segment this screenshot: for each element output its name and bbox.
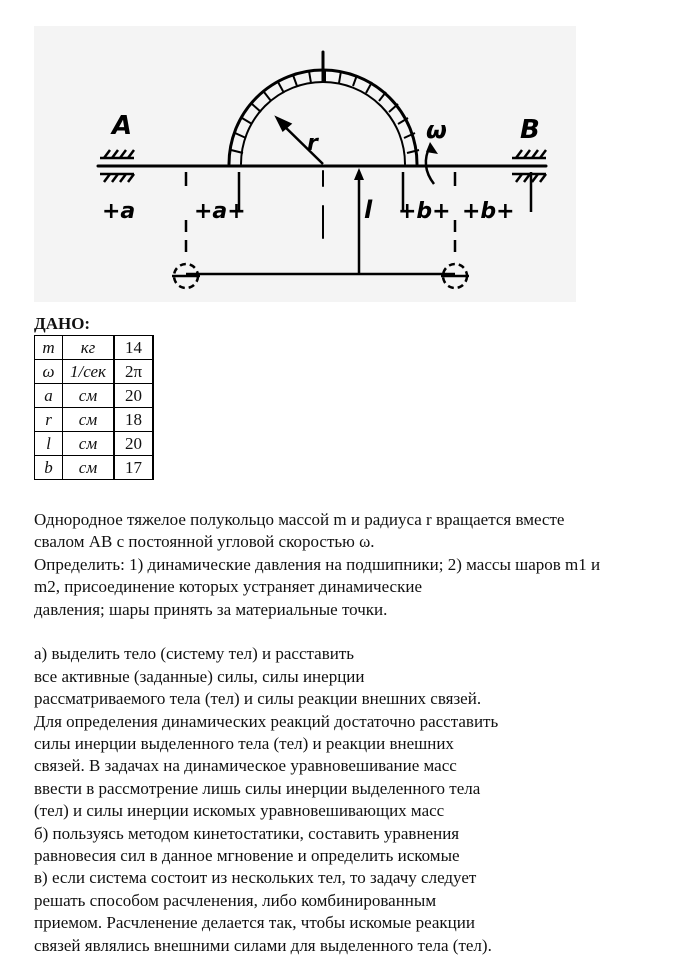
given-value: 14: [114, 336, 153, 360]
method-line: связей являлись внешними силами для выделенного тела (тел).: [34, 935, 492, 955]
dim-label-l: l: [364, 196, 373, 224]
given-row: [35, 432, 154, 456]
label-b: B: [520, 115, 540, 145]
figure-background: [34, 26, 576, 302]
method-line: все активные (заданные) силы, силы инерции: [34, 666, 365, 686]
method-line: силы инерции выделенного тела (тел) и реакции внешних: [34, 734, 454, 754]
given-row: [35, 408, 154, 432]
paragraph-gap: [34, 621, 664, 643]
given-row: [35, 456, 154, 480]
label-omega: ω: [426, 116, 447, 144]
method-line: в) если система состоит из нескольких тел, то задачу следует: [34, 868, 477, 888]
given-row: [35, 336, 154, 360]
method-line: б) пользуясь методом кинетостатики, составить уравнения: [34, 823, 460, 843]
statement-line: Однородное тяжелое полукольцо массой m и радиуса r вращается вместе: [34, 510, 565, 529]
given-row: [35, 384, 154, 408]
method-line: связей. В задачах на динамическое уравновешивание масс: [34, 756, 457, 776]
mechanism-diagram: [34, 26, 576, 302]
given-symbol: a: [35, 384, 63, 408]
method-line: (тел) и силы инерции искомых уравновешивающих масс: [34, 801, 445, 821]
method-line: а) выделить тело (систему тел) и расставить: [34, 644, 354, 664]
given-symbol: m: [35, 336, 63, 360]
given-value: 20: [114, 384, 153, 408]
statement-line: давления; шары принять за материальные точки.: [34, 599, 388, 619]
given-value: 20: [114, 432, 153, 456]
method-line: решать способом расчленения, либо комбинированным: [34, 890, 437, 910]
dim-label-a-right: +a+: [194, 199, 246, 224]
given-value: 18: [114, 408, 153, 432]
given-symbol: b: [35, 456, 63, 480]
given-symbol: ω: [35, 360, 63, 384]
given-unit: см: [63, 432, 115, 456]
method-line: приемом. Расчленение делается так, чтобы искомые реакции: [34, 913, 475, 933]
label-a: A: [112, 111, 133, 141]
problem-text: [34, 509, 664, 957]
given-value: 2π: [114, 360, 153, 384]
method-line: ввести в рассмотрение лишь силы инерции выделенного тела: [34, 778, 481, 798]
given-unit: 1/сек: [63, 360, 115, 384]
method-line: рассматриваемого тела (тел) и силы реакции внешних связей.: [34, 689, 482, 709]
given-title: ДАНО:: [34, 314, 91, 333]
dim-label-b-right: +b+: [462, 199, 515, 224]
method-line: Для определения динамических реакций достаточно расставить: [34, 711, 499, 731]
statement-line: свалом AB с постоянной угловой скоростью ω.: [34, 532, 375, 552]
statement-line: m2, присоединение которых устраняет динамические: [34, 577, 423, 597]
given-table: [34, 335, 154, 480]
method-line: равновесия сил в данное мгновение и определить искомые: [34, 846, 460, 866]
given-unit: см: [63, 384, 115, 408]
given-unit: см: [63, 408, 115, 432]
dim-label-a-left: +a: [102, 199, 136, 224]
given-symbol: l: [35, 432, 63, 456]
label-r: r: [307, 131, 318, 156]
given-unit: см: [63, 456, 115, 480]
dim-label-b-left: +b+: [398, 199, 451, 224]
given-unit: кг: [63, 336, 115, 360]
statement-line: Определить: 1) динамические давления на подшипники; 2) массы шаров m1 и: [34, 554, 601, 574]
given-row: [35, 360, 154, 384]
given-value: 17: [114, 456, 153, 480]
given-symbol: r: [35, 408, 63, 432]
